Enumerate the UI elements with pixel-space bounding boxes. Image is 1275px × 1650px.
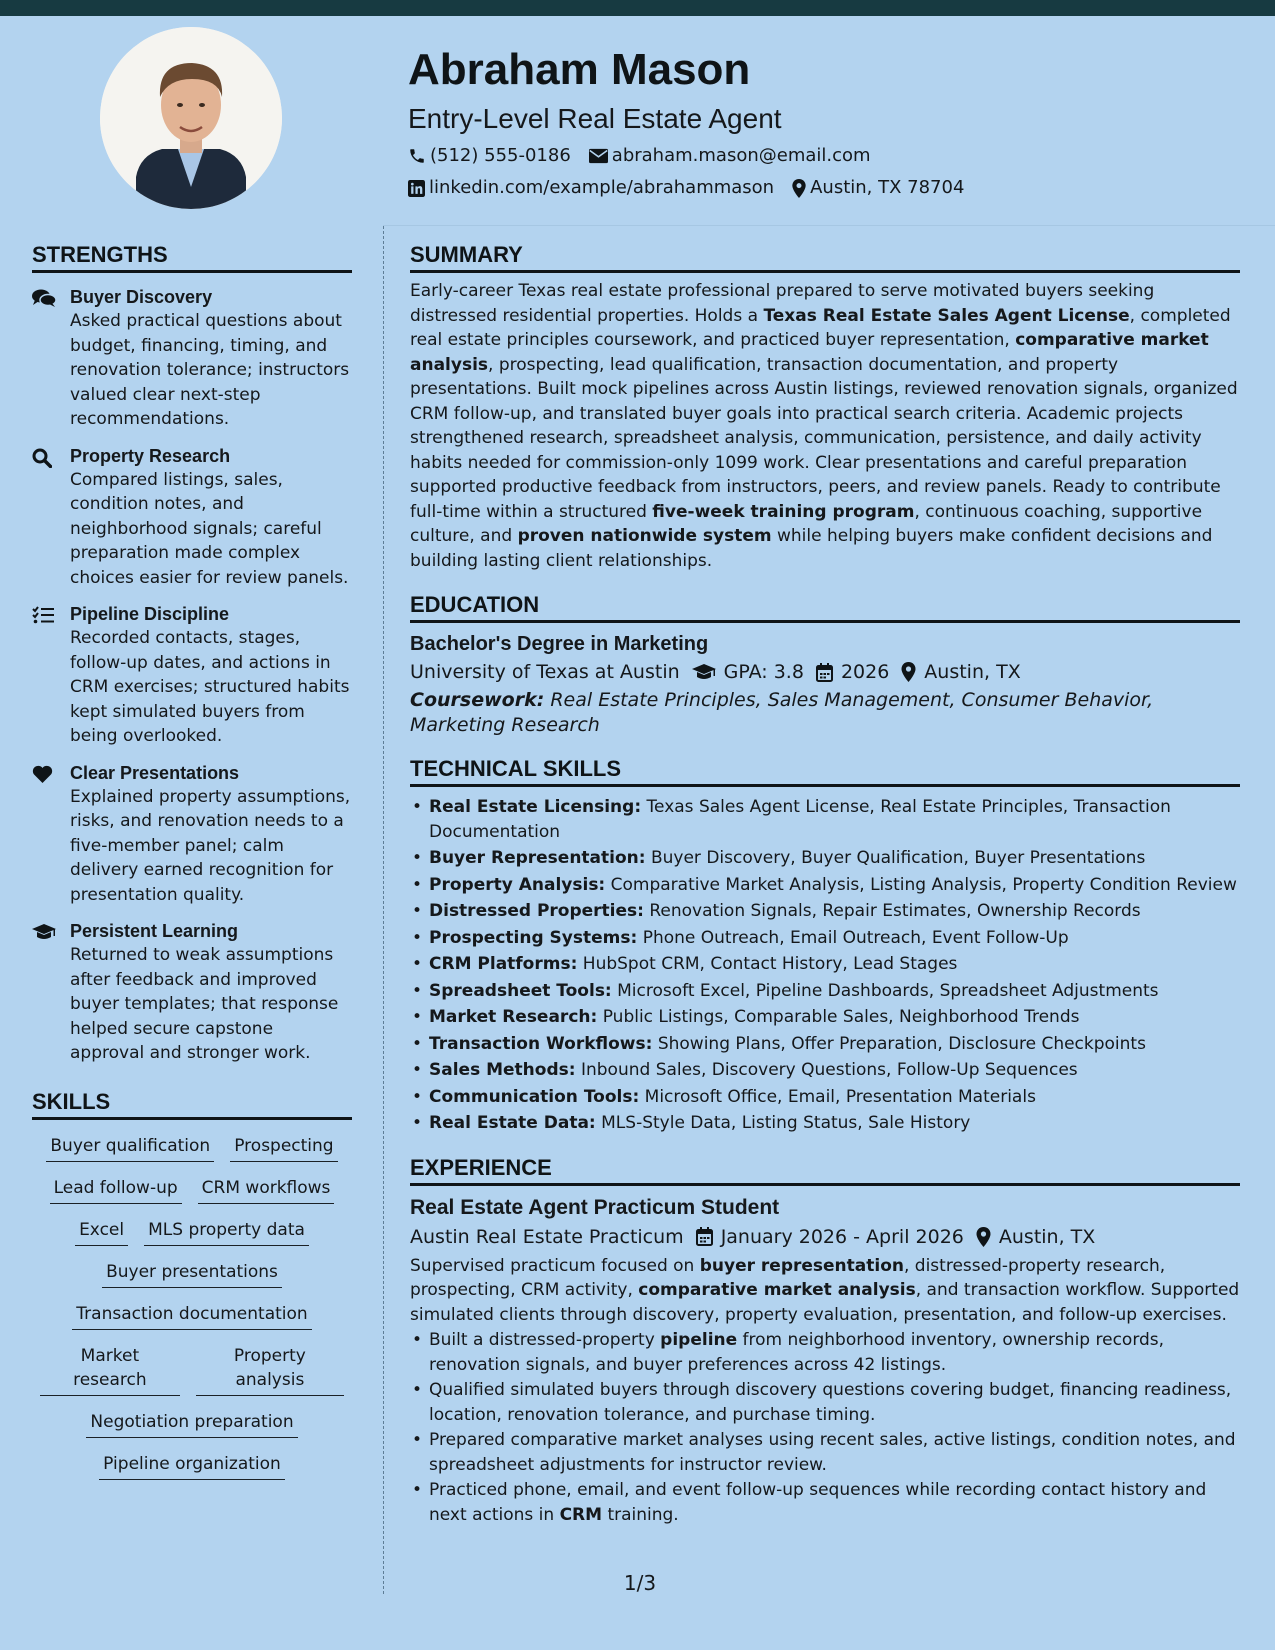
chip-row — [32, 1260, 352, 1288]
skill-label: Buyer Representation: — [429, 848, 646, 868]
list-item — [410, 899, 1240, 924]
skill-label: Sales Methods: — [429, 1060, 576, 1080]
strength-desc: Recorded contacts, stages, follow-up dates, and actions in CRM exercises; structured habits kept simulated buyers from being overlooked. — [70, 628, 350, 746]
list-item — [410, 1058, 1240, 1083]
school-text: University of Texas at Austin — [410, 661, 680, 683]
header — [408, 40, 1248, 204]
skill-chip: MLS property data — [144, 1218, 309, 1246]
job-dates — [696, 1222, 964, 1252]
phone-text: (512) 555-0186 — [430, 145, 571, 166]
summary-part: while helping buyers make confident decisions and building lasting client relationships. — [410, 526, 1213, 571]
intro-part: Supervised practicum focused on — [410, 1255, 700, 1276]
strengths-heading: STRENGTHS — [32, 241, 352, 273]
strength-title: Buyer Discovery — [70, 287, 213, 307]
column-divider — [383, 226, 384, 1594]
skill-value: Microsoft Office, Email, Presentation Materials — [639, 1086, 1036, 1107]
list-item — [410, 1032, 1240, 1057]
header-divider — [383, 225, 1275, 226]
technical-skills-list — [410, 795, 1240, 1136]
bullet-part: Practiced phone, email, and event follow-up sequences while recording contact history and next actions in — [429, 1480, 1207, 1525]
chip-row — [32, 1410, 352, 1438]
bullet-part-bold: pipeline — [660, 1330, 738, 1350]
strength-item — [32, 761, 352, 908]
strength-desc: Compared listings, sales, condition notes, and neighborhood signals; careful preparation made complex choices easier for review panels. — [70, 469, 349, 588]
strength-title: Clear Presentations — [70, 762, 240, 783]
skill-value: Texas Sales Agent License, Real Estate Principles, Transaction Documentation — [429, 797, 1171, 842]
skill-label: CRM Platforms: — [429, 954, 578, 974]
strength-item — [32, 444, 352, 591]
skills-heading: SKILLS — [32, 1088, 352, 1120]
list-item — [410, 1005, 1240, 1030]
bullet-part: Qualified simulated buyers through discovery questions covering budget, financing readiness, location, renovation tolerance, and purchase timing. — [429, 1380, 1232, 1425]
skill-value: MLS-Style Data, Listing Status, Sale History — [595, 1113, 971, 1133]
gpa — [692, 657, 804, 687]
map-pin-icon — [901, 662, 916, 682]
list-item — [410, 873, 1240, 898]
summary-heading: SUMMARY — [410, 241, 1240, 273]
skill-label: Real Estate Data: — [429, 1113, 596, 1133]
skill-chip: Pipeline organization — [99, 1452, 285, 1480]
map-pin-icon — [976, 1227, 991, 1247]
chip-row — [32, 1302, 352, 1330]
candidate-title: Entry-Level Real Estate Agent — [408, 103, 782, 134]
skill-label: Prospecting Systems: — [429, 927, 638, 948]
strength-item — [32, 919, 352, 1066]
skill-chip: Lead follow-up — [50, 1176, 182, 1204]
skill-label: Communication Tools: — [429, 1086, 640, 1107]
list-item — [410, 1328, 1240, 1377]
skill-chip: Buyer presentations — [102, 1260, 282, 1288]
intro-part-bold: buyer representation — [699, 1255, 904, 1276]
education-heading: EDUCATION — [410, 591, 1240, 623]
skill-label: Transaction Workflows: — [429, 1033, 653, 1054]
summary-part-bold: proven nationwide system — [517, 526, 772, 546]
skill-chip: Prospecting — [230, 1134, 337, 1162]
graduation-cap-icon — [32, 923, 56, 941]
coursework-list: Real Estate Principles, Sales Management, Consumer Behavior, Marketing Research — [410, 689, 1154, 736]
strength-desc: Returned to weak assumptions after feedback and improved buyer templates; that response helped secure capstone approval and stronger work. — [70, 945, 339, 1063]
list-item — [410, 1428, 1240, 1477]
avatar — [100, 27, 282, 209]
strength-desc: Explained property assumptions, risks, and renovation needs to a five-member panel; calm delivery earned recognition for presentation quality. — [70, 786, 351, 905]
list-item — [410, 926, 1240, 951]
list-item — [410, 1378, 1240, 1427]
envelope-icon — [589, 148, 608, 164]
strength-item — [32, 285, 352, 432]
grad-year — [816, 657, 889, 687]
left-column — [32, 241, 352, 1480]
list-item — [410, 952, 1240, 977]
location-contact — [792, 172, 964, 204]
job-meta — [410, 1222, 1240, 1252]
search-icon — [32, 448, 52, 468]
bullet-part-bold: CRM — [559, 1504, 603, 1525]
dates-text: January 2026 - April 2026 — [720, 1225, 964, 1248]
intro-part: , distressed-property research, prospecting, CRM activity, — [410, 1255, 1166, 1300]
phone-icon — [408, 147, 426, 165]
skill-value: Showing Plans, Offer Preparation, Disclosure Checkpoints — [652, 1033, 1146, 1054]
map-pin-icon — [792, 179, 806, 198]
calendar-icon — [816, 663, 833, 682]
school-name — [410, 657, 680, 687]
skill-label: Distressed Properties: — [429, 901, 644, 921]
edu-location-text: Austin, TX — [924, 661, 1021, 683]
skill-value: Buyer Discovery, Buyer Qualification, Buyer Presentations — [645, 848, 1146, 868]
education-meta — [410, 657, 1240, 687]
degree-title: Bachelor's Degree in Marketing — [410, 633, 709, 655]
skill-label: Market Research: — [429, 1007, 598, 1027]
summary-part: , continuous coaching, supportive culture, and — [410, 501, 1203, 546]
skill-value: Renovation Signals, Repair Estimates, Ownership Records — [643, 901, 1141, 921]
bullet-part: Built a distressed-property — [429, 1330, 661, 1350]
list-item — [410, 795, 1240, 844]
coursework-label: Coursework: — [410, 689, 545, 711]
intro-part: , and transaction workflow. Supported simulated clients through discovery, property evaluation, presentation, and follow-up exercises. — [410, 1280, 1240, 1325]
skill-value: Phone Outreach, Email Outreach, Event Follow-Up — [637, 927, 1069, 948]
experience-bullets — [410, 1328, 1240, 1527]
summary-text — [410, 279, 1240, 573]
chip-row — [32, 1176, 352, 1204]
experience-heading: EXPERIENCE — [410, 1154, 1240, 1186]
strength-title: Property Research — [70, 445, 231, 466]
strength-title: Persistent Learning — [70, 921, 239, 941]
company — [410, 1222, 684, 1252]
skill-label: Real Estate Licensing: — [429, 797, 642, 817]
chip-row — [32, 1134, 352, 1162]
list-item — [410, 1085, 1240, 1110]
skill-value: Comparative Market Analysis, Listing Analysis, Property Condition Review — [605, 874, 1237, 895]
contact-row-1 — [408, 140, 1248, 172]
summary-part-bold: five-week training program — [652, 501, 915, 522]
top-bar — [0, 0, 1275, 16]
skill-chip: CRM workflows — [198, 1176, 335, 1204]
skill-chip: Property analysis — [196, 1344, 344, 1396]
page-number: 1/3 — [623, 1571, 657, 1595]
strength-item — [32, 602, 352, 749]
calendar-icon — [696, 1227, 713, 1246]
skill-value: Public Listings, Comparable Sales, Neighborhood Trends — [597, 1007, 1080, 1027]
linkedin-contact[interactable] — [408, 172, 774, 204]
bullet-part: training. — [602, 1504, 679, 1525]
list-item — [410, 846, 1240, 871]
skill-chip: Excel — [75, 1218, 128, 1246]
skill-value: Inbound Sales, Discovery Questions, Follow-Up Sequences — [575, 1060, 1078, 1080]
list-check-icon — [32, 606, 54, 624]
candidate-name: Abraham Mason — [408, 45, 751, 94]
company-text: Austin Real Estate Practicum — [410, 1225, 684, 1248]
right-column — [410, 241, 1240, 1528]
job-location — [976, 1222, 1095, 1252]
gpa-text: GPA: 3.8 — [723, 661, 804, 683]
intro-part-bold: comparative market analysis — [638, 1280, 916, 1300]
linkedin-icon — [408, 180, 425, 197]
job-title: Real Estate Agent Practicum Student — [410, 1195, 780, 1219]
chip-row — [32, 1452, 352, 1480]
strength-title: Pipeline Discipline — [70, 604, 230, 624]
skill-chip: Buyer qualification — [46, 1134, 214, 1162]
skill-chip: Transaction documentation — [72, 1302, 311, 1330]
chip-row — [32, 1344, 352, 1396]
skill-value: HubSpot CRM, Contact History, Lead Stages — [577, 954, 958, 974]
skills-chips — [32, 1134, 352, 1480]
chip-row — [32, 1218, 352, 1246]
school-location — [901, 657, 1020, 687]
summary-part-bold: comparative market analysis — [410, 330, 1209, 375]
skill-value: Microsoft Excel, Pipeline Dashboards, Spreadsheet Adjustments — [611, 980, 1159, 1001]
skill-label: Property Analysis: — [429, 874, 606, 895]
list-item — [410, 979, 1240, 1004]
bullet-part: from neighborhood inventory, ownership records, renovation signals, and buyer preferences across 42 listings. — [429, 1330, 1165, 1375]
skill-label: Spreadsheet Tools: — [429, 980, 612, 1001]
year-text: 2026 — [840, 661, 890, 683]
summary-part-bold: Texas Real Estate Sales Agent License — [763, 305, 1130, 326]
linkedin-text: linkedin.com/example/abrahammason — [429, 177, 775, 198]
skill-chip: Negotiation preparation — [86, 1410, 297, 1438]
technical-skills-heading: TECHNICAL SKILLS — [410, 755, 1240, 787]
phone-contact[interactable] — [408, 140, 571, 172]
coursework — [410, 688, 1240, 737]
job-location-text: Austin, TX — [998, 1225, 1096, 1248]
heart-icon — [32, 765, 53, 783]
list-item — [410, 1478, 1240, 1527]
summary-part: , prospecting, lead qualification, transaction documentation, and property presentations. Built mock pipelines across Austin listings, reviewed renovation signals, organized CRM follow-up, and translated buyer goals into practical search criteria. Academic projects strengthened research, spreadsheet analysis, communication, persistence, and daily activity habits needed for commission-only 1099 work. Clear presentations and careful preparation supported productive feedback from instructors, peers, and review panels. Ready to contribute full-time within a structured — [410, 354, 1238, 522]
summary-part: Early-career Texas real estate professional prepared to serve motivated buyers seeking distressed residential properties. Holds a — [410, 281, 1155, 326]
strength-desc: Asked practical questions about budget, financing, timing, and renovation tolerance; instructors valued clear next-step recommendations. — [70, 311, 350, 429]
summary-part: , completed real estate principles coursework, and practiced buyer representation, — [410, 305, 1231, 350]
bullet-part: Prepared comparative market analyses using recent sales, active listings, condition notes, and spreadsheet adjustments for instructor review. — [429, 1430, 1236, 1475]
comments-icon — [32, 289, 56, 307]
graduation-cap-icon — [692, 663, 716, 681]
location-text: Austin, TX 78704 — [810, 177, 965, 198]
list-item — [410, 1111, 1240, 1136]
job-intro — [410, 1254, 1240, 1328]
contact-row-2 — [408, 172, 1248, 204]
skill-chip: Market research — [40, 1344, 180, 1396]
email-text: abraham.mason@email.com — [611, 145, 871, 166]
email-contact[interactable] — [589, 140, 871, 172]
